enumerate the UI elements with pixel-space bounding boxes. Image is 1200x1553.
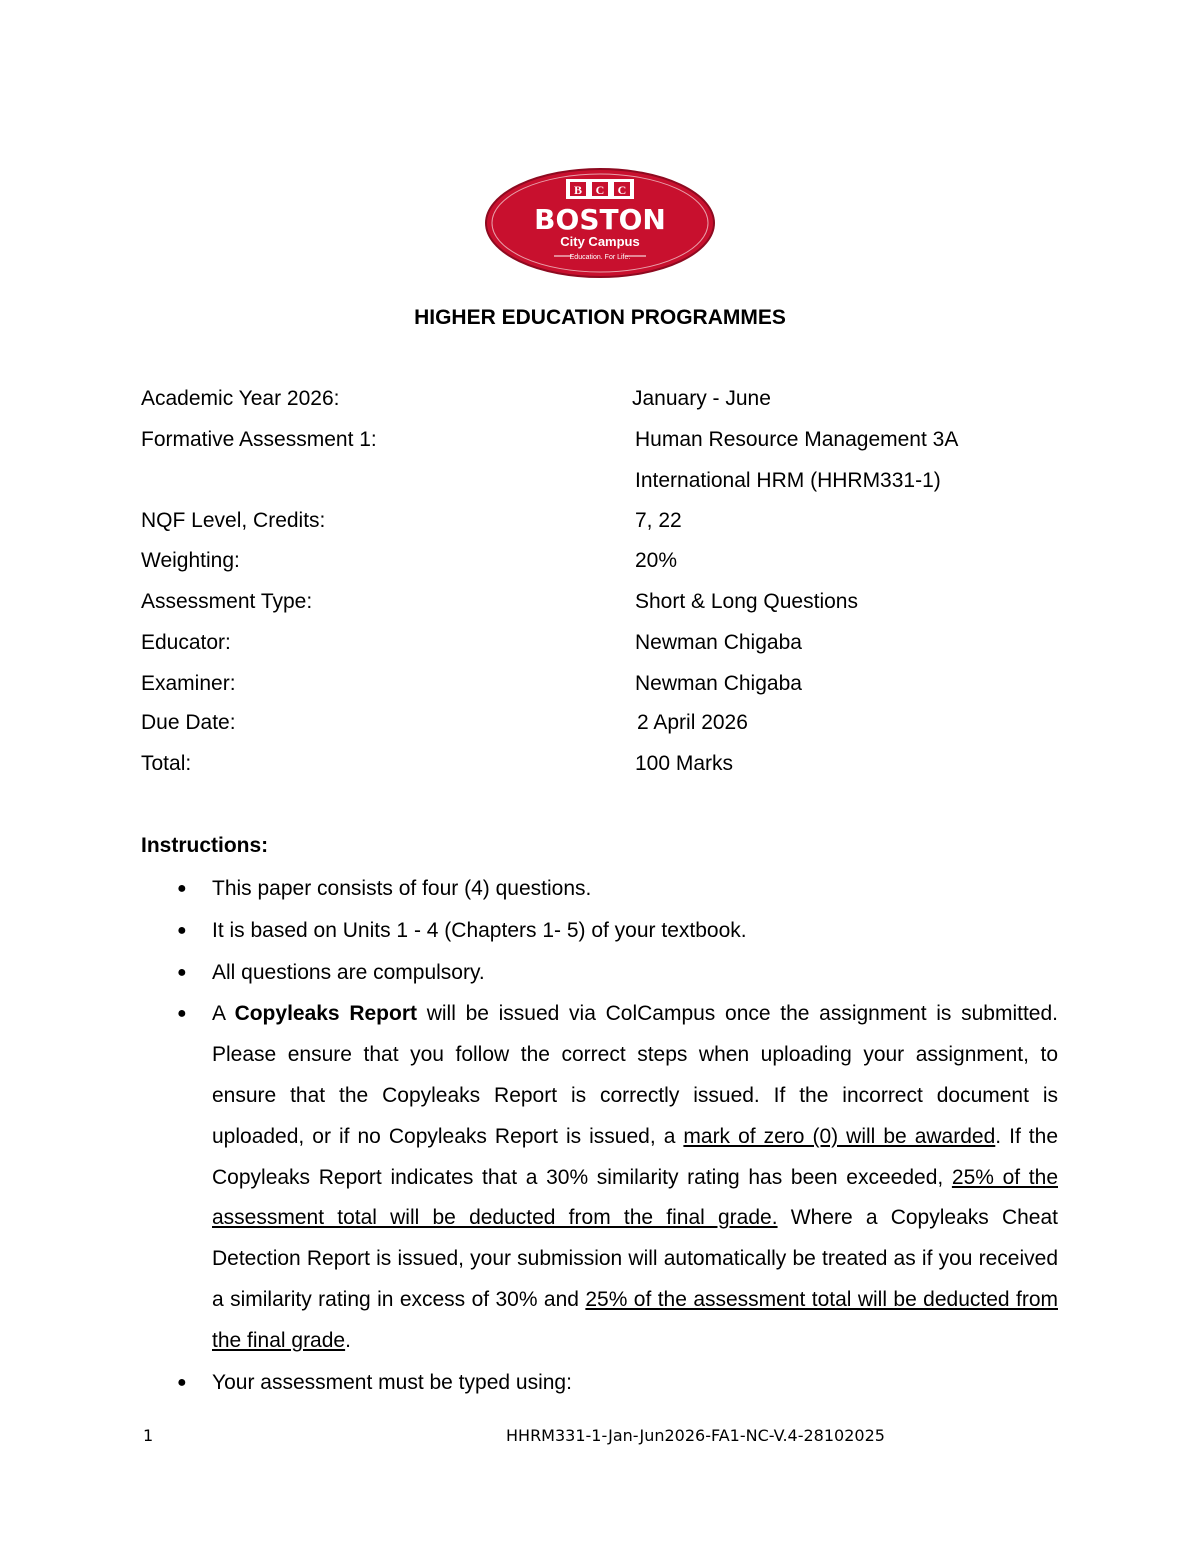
bullet-icon: ● (177, 1005, 187, 1023)
due-date-label: Due Date: (141, 711, 236, 734)
instructions-heading: Instructions: (141, 834, 269, 857)
svg-text:C: C (617, 183, 627, 197)
instructions-list (141, 869, 1058, 1404)
zero-mark-warning: mark of zero (0) will be awarded (683, 1124, 996, 1148)
bullet-icon: ● (177, 1373, 187, 1391)
formative-assessment-label: Formative Assessment 1: (141, 428, 377, 451)
boston-city-campus-logo (484, 167, 716, 279)
examiner-value: Newman Chigaba (635, 672, 802, 695)
deduction-warning-2: 25% of the assessment total will be deducted from the final grade (212, 1287, 1058, 1352)
examiner-label: Examiner: (141, 672, 236, 695)
module-name-value: Human Resource Management 3A (635, 428, 959, 451)
bullet-icon: ● (177, 963, 187, 981)
page-title: HIGHER EDUCATION PROGRAMMES (414, 306, 786, 329)
educator-value: Newman Chigaba (635, 631, 802, 654)
academic-year-value: January - June (632, 387, 771, 410)
svg-text:B: B (573, 183, 583, 197)
svg-text:Education. For Life.: Education. For Life. (569, 254, 631, 261)
list-item: ● This paper consists of four (4) questions. (141, 869, 1058, 910)
list-item: ● Your assessment must be typed using: (141, 1363, 1058, 1404)
academic-year-label: Academic Year 2026: (141, 387, 340, 410)
list-item: ● It is based on Units 1 - 4 (Chapters 1- 5) of your textbook. (141, 911, 1058, 952)
copyleaks-report-term: Copyleaks Report (234, 1002, 417, 1026)
svg-text:C: C (595, 183, 605, 197)
list-item: ● All questions are compulsory. (141, 953, 1058, 994)
assessment-type-label: Assessment Type: (141, 590, 313, 613)
educator-label: Educator: (141, 631, 231, 654)
bullet-icon: ● (177, 921, 187, 939)
module-code-value: International HRM (HHRM331-1) (635, 469, 941, 492)
list-item-copyleaks: ● A Copyleaks Report will be issued via ColCampus once the assignment is submitted. Please ensure that you follow the correct steps when uploading your assignment, to ensure that the Copyleaks Report is correctly issued. If the incorrect document is uploaded, or if no Copyleaks Report is issued, a mark of zero (0) will be awarded. If the Copyleaks Report indicates that a 30% similarity rating has been exceeded, 25% of the assessment total will be deducted from the final grade. Where a Copyleaks Cheat Detection Report is issued, your submission will automatically be treated as if you received a similarity rating in excess of 30% and 25% of the assessment total will be deducted from the final grade. (141, 994, 1058, 1361)
bcc-crest-icon (566, 179, 634, 199)
nqf-level-label: NQF Level, Credits: (141, 509, 326, 532)
svg-text:BOSTON: BOSTON (534, 203, 666, 236)
deduction-warning: 25% of the assessment total will be deducted from the final grade. (212, 1165, 1058, 1230)
page-number: 1 (143, 1426, 154, 1445)
weighting-label: Weighting: (141, 549, 240, 572)
bullet-icon: ● (177, 880, 187, 897)
due-date-value: 2 April 2026 (637, 711, 748, 734)
assessment-type-value: Short & Long Questions (635, 590, 858, 613)
total-label: Total: (141, 752, 192, 775)
svg-text:City Campus: City Campus (560, 234, 640, 249)
document-code: HHRM331-1-Jan-Jun2026-FA1-NC-V.4-28102025 (506, 1426, 885, 1445)
weighting-value: 20% (635, 549, 678, 572)
total-value: 100 Marks (635, 752, 734, 775)
nqf-level-value: 7, 22 (635, 509, 682, 532)
